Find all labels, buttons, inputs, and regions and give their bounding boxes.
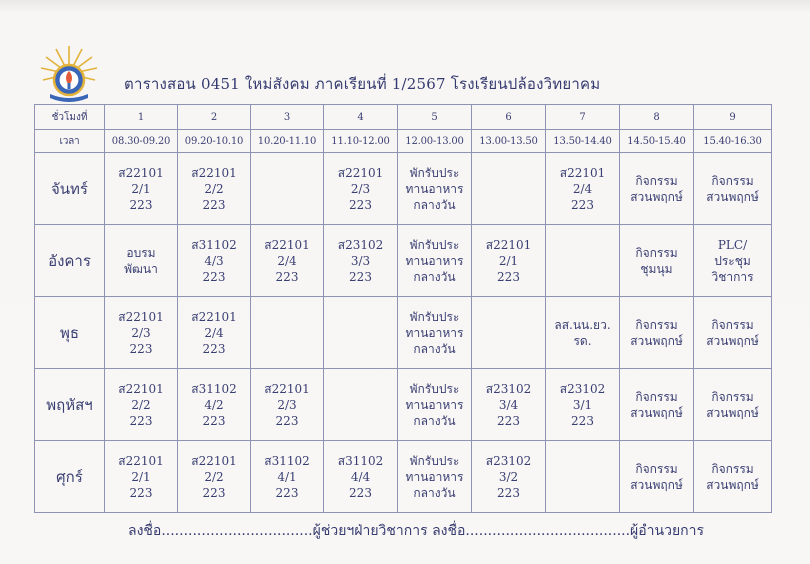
cell-text: กิจกรรม [711, 461, 754, 476]
schedule-cell [324, 297, 398, 369]
school-logo-icon [38, 44, 100, 106]
period-number: 5 [398, 105, 472, 130]
schedule-cell [105, 153, 178, 225]
schedule-cell [178, 153, 251, 225]
cell-text: 2/2 [204, 469, 224, 484]
schedule-cell [105, 441, 178, 513]
schedule-cell [694, 369, 772, 441]
cell-text: 2/2 [204, 181, 224, 196]
cell-text: ส22101 [485, 237, 532, 252]
cell-text: 223 [202, 197, 226, 212]
cell-text: ลส.นน.ยว. [554, 317, 611, 332]
schedule-cell [178, 225, 251, 297]
cell-text: กิจกรรม [635, 389, 678, 404]
day-name: อังคาร [35, 225, 105, 297]
cell-text: ส23102 [485, 453, 532, 468]
schedule-cell [546, 153, 620, 225]
day-row [35, 297, 772, 369]
cell-text: พัฒนา [124, 261, 158, 276]
cell-text: กิจกรรม [711, 173, 754, 188]
cell-text: 2/1 [131, 469, 151, 484]
cell-text: สวนพฤกษ์ [630, 333, 683, 348]
cell-text: 4/2 [204, 397, 224, 412]
timetable [34, 104, 772, 513]
cell-text: 2/4 [572, 181, 593, 196]
schedule-cell [324, 369, 398, 441]
day-row [35, 441, 772, 513]
cell-text: 223 [275, 269, 299, 284]
cell-text: 223 [275, 413, 299, 428]
cell-text: 2/1 [131, 181, 151, 196]
cell-text: 223 [202, 413, 226, 428]
schedule-cell [398, 441, 472, 513]
cell-text: 223 [129, 197, 153, 212]
day-name: จันทร์ [35, 153, 105, 225]
period-number: 2 [178, 105, 251, 130]
cell-text: ส22101 [559, 165, 606, 180]
cell-text: สวนพฤกษ์ [706, 477, 759, 492]
cell-text: ทานอาหาร [405, 253, 464, 268]
cell-text: 2/3 [131, 325, 151, 340]
cell-text: ส31102 [191, 381, 237, 396]
cell-text: วิชาการ [711, 269, 754, 284]
cell-text: ทานอาหาร [405, 325, 464, 340]
time-slot: 09.20-10.10 [178, 130, 251, 153]
schedule-cell [398, 225, 472, 297]
cell-text: อบรม [126, 245, 156, 260]
cell-text: สวนพฤกษ์ [706, 189, 759, 204]
period-number: 1 [105, 105, 178, 130]
cell-text: 4/3 [204, 253, 224, 268]
schedule-cell [472, 153, 546, 225]
schedule-cell [620, 225, 694, 297]
cell-text: 223 [571, 197, 594, 212]
day-row [35, 225, 772, 297]
schedule-cell [694, 225, 772, 297]
schedule-cell [694, 441, 772, 513]
cell-text: 2/3 [350, 181, 371, 196]
schedule-cell [620, 441, 694, 513]
cell-text: ส22101 [191, 309, 237, 324]
cell-text: ส22101 [118, 453, 164, 468]
page-title: ตารางสอน 0451 ใหม่สังคม ภาคเรียนที่ 1/2567 โรงเรียนปล้องวิทยาคม [124, 75, 601, 93]
cell-text: ส22101 [264, 381, 310, 396]
period-number: 6 [472, 105, 546, 130]
time-slot: 11.10-12.00 [324, 130, 398, 153]
time-slot: 13.00-13.50 [472, 130, 546, 153]
period-number: 8 [620, 105, 694, 130]
cell-text: 223 [202, 269, 226, 284]
cell-text: ทานอาหาร [405, 181, 464, 196]
schedule-cell [398, 369, 472, 441]
schedule-cell [694, 297, 772, 369]
cell-text: สวนพฤกษ์ [630, 405, 683, 420]
day-row [35, 369, 772, 441]
cell-text: กลางวัน [413, 413, 456, 428]
cell-text: ส23102 [337, 237, 384, 252]
schedule-cell [546, 297, 620, 369]
cell-text: ส23102 [485, 381, 532, 396]
schedule-cell [472, 225, 546, 297]
period-number: 9 [694, 105, 772, 130]
cell-text: 2/2 [131, 397, 151, 412]
schedule-cell [251, 369, 324, 441]
cell-text: สวนพฤกษ์ [630, 189, 683, 204]
cell-text: 223 [129, 485, 153, 500]
time-slot: 12.00-13.00 [398, 130, 472, 153]
cell-text: ชุมนุม [640, 261, 673, 276]
schedule-cell [178, 369, 251, 441]
schedule-cell [398, 297, 472, 369]
time-slot: 10.20-11.10 [251, 130, 324, 153]
cell-text: 223 [349, 485, 372, 500]
schedule-cell [324, 153, 398, 225]
day-name: พุธ [35, 297, 105, 369]
schedule-cell [620, 297, 694, 369]
cell-text: ส22101 [191, 165, 237, 180]
cell-text: ส23102 [559, 381, 606, 396]
cell-text: กิจกรรม [711, 317, 754, 332]
time-slot: 14.50-15.40 [620, 130, 694, 153]
schedule-cell [178, 297, 251, 369]
cell-text: ส22101 [264, 237, 310, 252]
cell-text: ส22101 [191, 453, 237, 468]
cell-text: พักรับประ [409, 453, 460, 468]
cell-text: กิจกรรม [635, 317, 678, 332]
schedule-cell [251, 297, 324, 369]
cell-text: ส31102 [191, 237, 237, 252]
period-label: ชั่วโมงที่ [35, 105, 105, 130]
cell-text: กลางวัน [413, 485, 456, 500]
schedule-cell [546, 369, 620, 441]
cell-text: 2/4 [277, 253, 297, 268]
cell-text: 3/2 [498, 469, 519, 484]
period-header-row [35, 105, 772, 130]
schedule-cell [472, 441, 546, 513]
cell-text: กลางวัน [413, 197, 456, 212]
cell-text: ทานอาหาร [405, 469, 464, 484]
time-label: เวลา [35, 130, 105, 153]
cell-text: กิจกรรม [635, 461, 678, 476]
cell-text: กิจกรรม [635, 173, 678, 188]
cell-text: 3/3 [350, 253, 371, 268]
schedule-cell [620, 153, 694, 225]
cell-text: กลางวัน [413, 341, 456, 356]
cell-text: ส22101 [118, 165, 164, 180]
time-slot: 15.40-16.30 [694, 130, 772, 153]
cell-text: 2/1 [498, 253, 519, 268]
period-number: 4 [324, 105, 398, 130]
schedule-cell [398, 153, 472, 225]
cell-text: พักรับประ [409, 237, 460, 252]
cell-text: ส22101 [337, 165, 384, 180]
schedule-cell [105, 297, 178, 369]
cell-text: ประชุม [714, 253, 751, 268]
cell-text: พักรับประ [409, 309, 460, 324]
schedule-cell [105, 225, 178, 297]
cell-text: 223 [497, 269, 520, 284]
schedule-cell [694, 153, 772, 225]
schedule-cell [251, 441, 324, 513]
schedule-cell [324, 225, 398, 297]
schedule-cell [324, 441, 398, 513]
day-row [35, 153, 772, 225]
schedule-cell [251, 153, 324, 225]
cell-text: ส31102 [337, 453, 384, 468]
cell-text: ส22101 [118, 381, 164, 396]
period-number: 3 [251, 105, 324, 130]
cell-text: 223 [129, 341, 153, 356]
schedule-cell [472, 369, 546, 441]
period-number: 7 [546, 105, 620, 130]
cell-text: 3/4 [498, 397, 519, 412]
signature-line: ลงชื่อ..................................ผู้ช่วยฯฝ่ายวิชาการ ลงชื่อ.....................................ผู้อำนวยการ [128, 523, 705, 539]
time-slot: 08.30-09.20 [105, 130, 178, 153]
cell-text: กิจกรรม [635, 245, 678, 260]
cell-text: สวนพฤกษ์ [706, 333, 759, 348]
cell-text: 223 [275, 485, 299, 500]
schedule-cell [620, 369, 694, 441]
schedule-cell [105, 369, 178, 441]
cell-text: ส22101 [118, 309, 164, 324]
cell-text: กลางวัน [413, 269, 456, 284]
cell-text: พักรับประ [409, 165, 460, 180]
cell-text: 223 [202, 485, 226, 500]
cell-text: 2/4 [204, 325, 224, 340]
cell-text: ทานอาหาร [405, 397, 464, 412]
cell-text: สวนพฤกษ์ [706, 405, 759, 420]
cell-text: 4/4 [350, 469, 371, 484]
cell-text: PLC/ [717, 237, 748, 252]
cell-text: 223 [129, 413, 153, 428]
cell-text: 223 [202, 341, 226, 356]
cell-text: 4/1 [277, 469, 297, 484]
cell-text: สวนพฤกษ์ [630, 477, 683, 492]
schedule-cell [472, 297, 546, 369]
day-name: พฤหัสฯ [35, 369, 105, 441]
schedule-cell [546, 225, 620, 297]
cell-text: กิจกรรม [711, 389, 754, 404]
cell-text: 223 [349, 197, 372, 212]
cell-text: 223 [571, 413, 594, 428]
schedule-cell [546, 441, 620, 513]
cell-text: 223 [349, 269, 372, 284]
time-header-row [35, 130, 772, 153]
cell-text: 3/1 [572, 397, 593, 412]
time-slot: 13.50-14.40 [546, 130, 620, 153]
cell-text: 2/3 [277, 397, 297, 412]
schedule-cell [178, 441, 251, 513]
day-name: ศุกร์ [35, 441, 105, 513]
cell-text: 223 [497, 413, 520, 428]
schedule-cell [251, 225, 324, 297]
cell-text: รด. [573, 333, 592, 348]
cell-text: 223 [497, 485, 520, 500]
cell-text: ส31102 [264, 453, 310, 468]
cell-text: พักรับประ [409, 381, 460, 396]
